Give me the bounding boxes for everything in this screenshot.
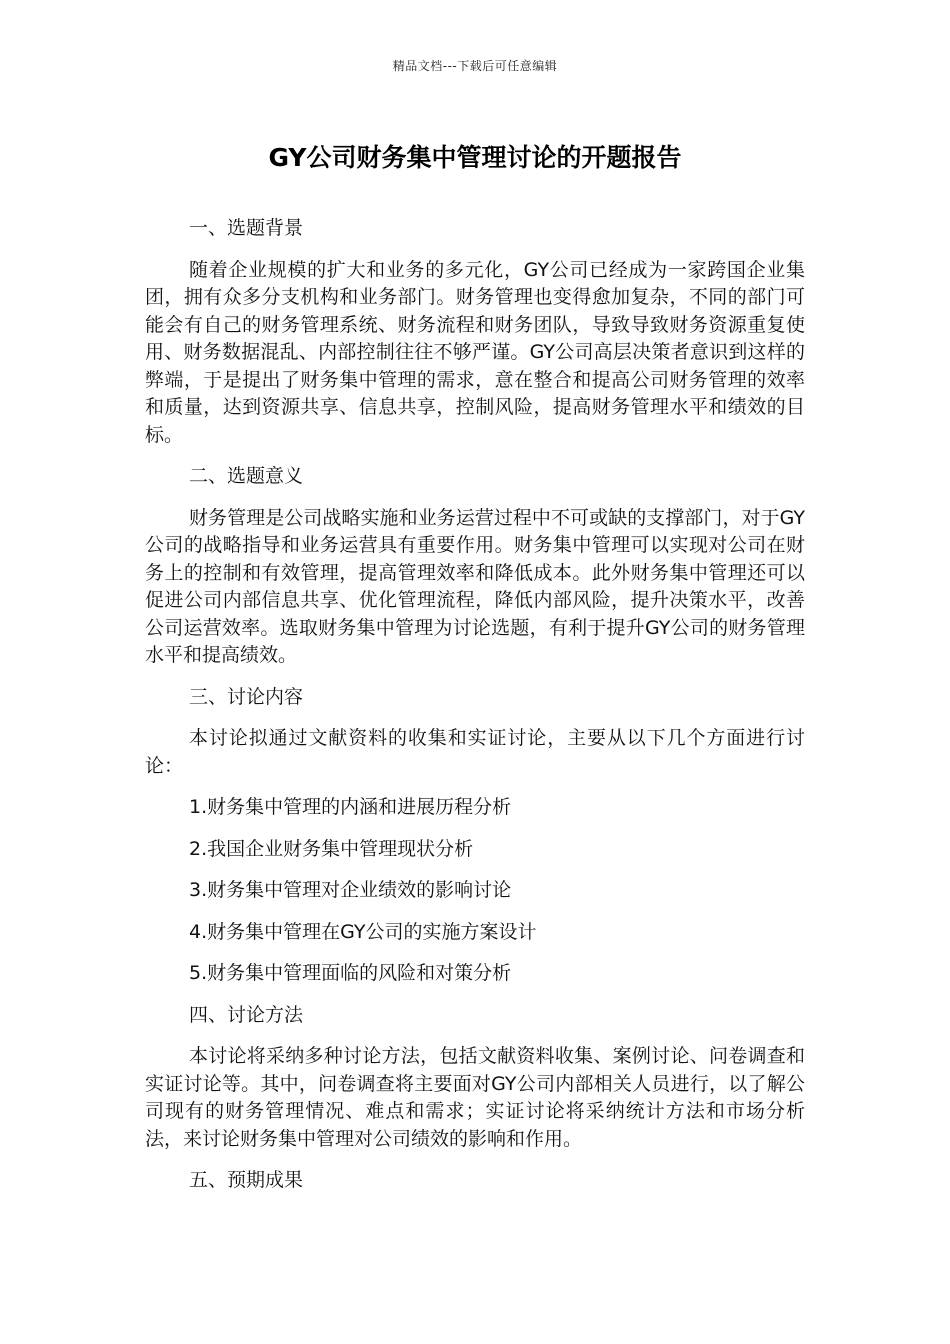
section-paragraph-significance: 财务管理是公司战略实施和业务运营过程中不可或缺的支撑部门，对于GY公司的战略指导和业务运营具有重要作用。财务集中管理可以实现对公司在财务上的控制和有效管理，提高管理效率和降低成本。此外财务集中管理还可以促进公司内部信息共享、优化管理流程，降低内部风险，提升决策水平，改善公司运营效率。选取财务集中管理为讨论选题，有利于提升GY公司的财务管理水平和提高绩效。 [145, 506, 805, 666]
section-heading-content: 三、讨论内容 [189, 685, 304, 708]
section-heading-methods: 四、讨论方法 [189, 1003, 304, 1026]
list-item: 5.财务集中管理面临的风险和对策分析 [189, 962, 512, 984]
header-note: 精品文档---下载后可任意编辑 [392, 59, 558, 73]
list-item: 2.我国企业财务集中管理现状分析 [189, 837, 474, 860]
section-paragraph-content: 本讨论拟通过文献资料的收集和实证讨论，主要从以下几个方面进行讨论： [145, 727, 805, 777]
section-paragraph-background: 随着企业规模的扩大和业务的多元化，GY公司已经成为一家跨国企业集团，拥有众多分支机构和业务部门。财务管理也变得愈加复杂，不同的部门可能会有自己的财务管理系统、财务流程和财务团队，导致导致财务资源重复使用、财务数据混乱、内部控制往往不够严谨。GY公司高层决策者意识到这样的弊端，于是提出了财务集中管理的需求，意在整合和提高公司财务管理的效率和质量，达到资源共享、信息共享，控制风险，提高财务管理水平和绩效的目标。 [145, 258, 805, 446]
section-paragraph-methods: 本讨论将采纳多种讨论方法，包括文献资料收集、案例讨论、问卷调查和实证讨论等。其中，问卷调查将主要面对GY公司内部相关人员进行，以了解公司现有的财务管理情况、难点和需求；实证讨论将采纳统计方法和市场分析法，来讨论财务集中管理对公司绩效的影响和作用。 [145, 1045, 805, 1150]
section-heading-expected-results: 五、预期成果 [189, 1169, 304, 1191]
list-item: 1.财务集中管理的内涵和进展历程分析 [189, 796, 512, 818]
section-heading-background: 一、选题背景 [189, 217, 304, 239]
list-item: 3.财务集中管理对企业绩效的影响讨论 [189, 879, 512, 901]
section-heading-significance: 二、选题意义 [189, 465, 304, 487]
list-item: 4.财务集中管理在GY公司的实施方案设计 [189, 920, 537, 943]
document-title: GY公司财务集中管理讨论的开题报告 [268, 143, 682, 172]
document-body [145, 215, 805, 1209]
